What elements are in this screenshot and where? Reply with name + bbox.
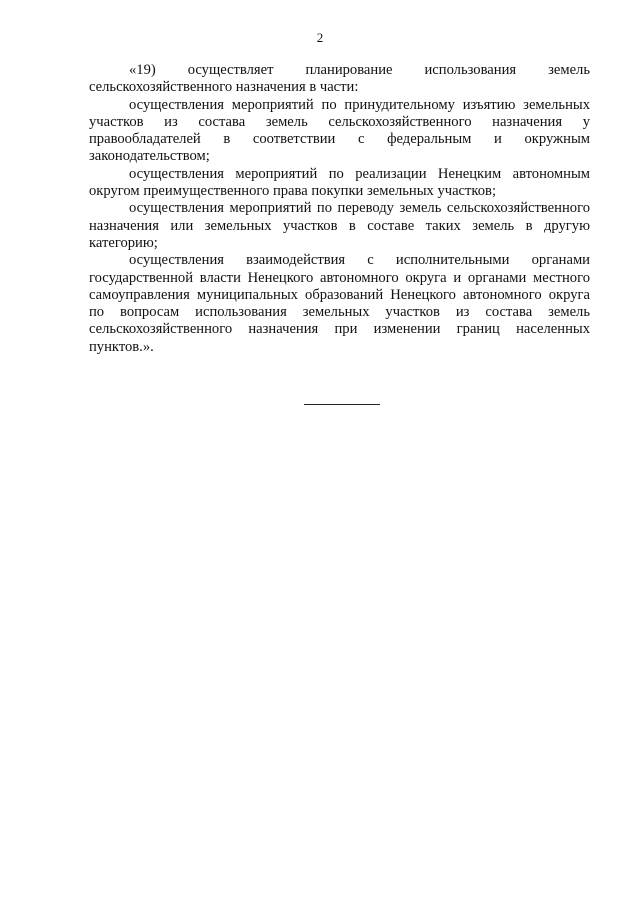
end-separator-line <box>304 404 380 405</box>
paragraph-interaction: осуществления взаимодействия с исполнительными органами государственной власти Ненецкого автономного округа и органами местного самоуправления муниципальных образований Ненецкого автономного округа по вопросам использования земельных участков из состава земель сельскохозяйственного назначения при изменении границ населенных пунктов.». <box>89 252 590 355</box>
page-number: 2 <box>316 30 324 45</box>
paragraph-planning-intro: «19) осуществляет планирование использования земель сельскохозяйственного назначения в части: <box>89 62 590 96</box>
paragraph-land-seizure: осуществления мероприятий по принудительному изъятию земельных участков из состава земель сельскохозяйственного назначения у правообладателей в соответствии с федеральным и окружным законодательством; <box>89 96 590 165</box>
document-body <box>89 62 590 356</box>
paragraph-preemptive-right: осуществления мероприятий по реализации Ненецким автономным округом преимущественного права покупки земельных участков; <box>89 165 590 200</box>
paragraph-land-transfer: осуществления мероприятий по переводу земель сельскохозяйственного назначения или земельных участков в составе таких земель в другую категорию; <box>89 200 590 251</box>
